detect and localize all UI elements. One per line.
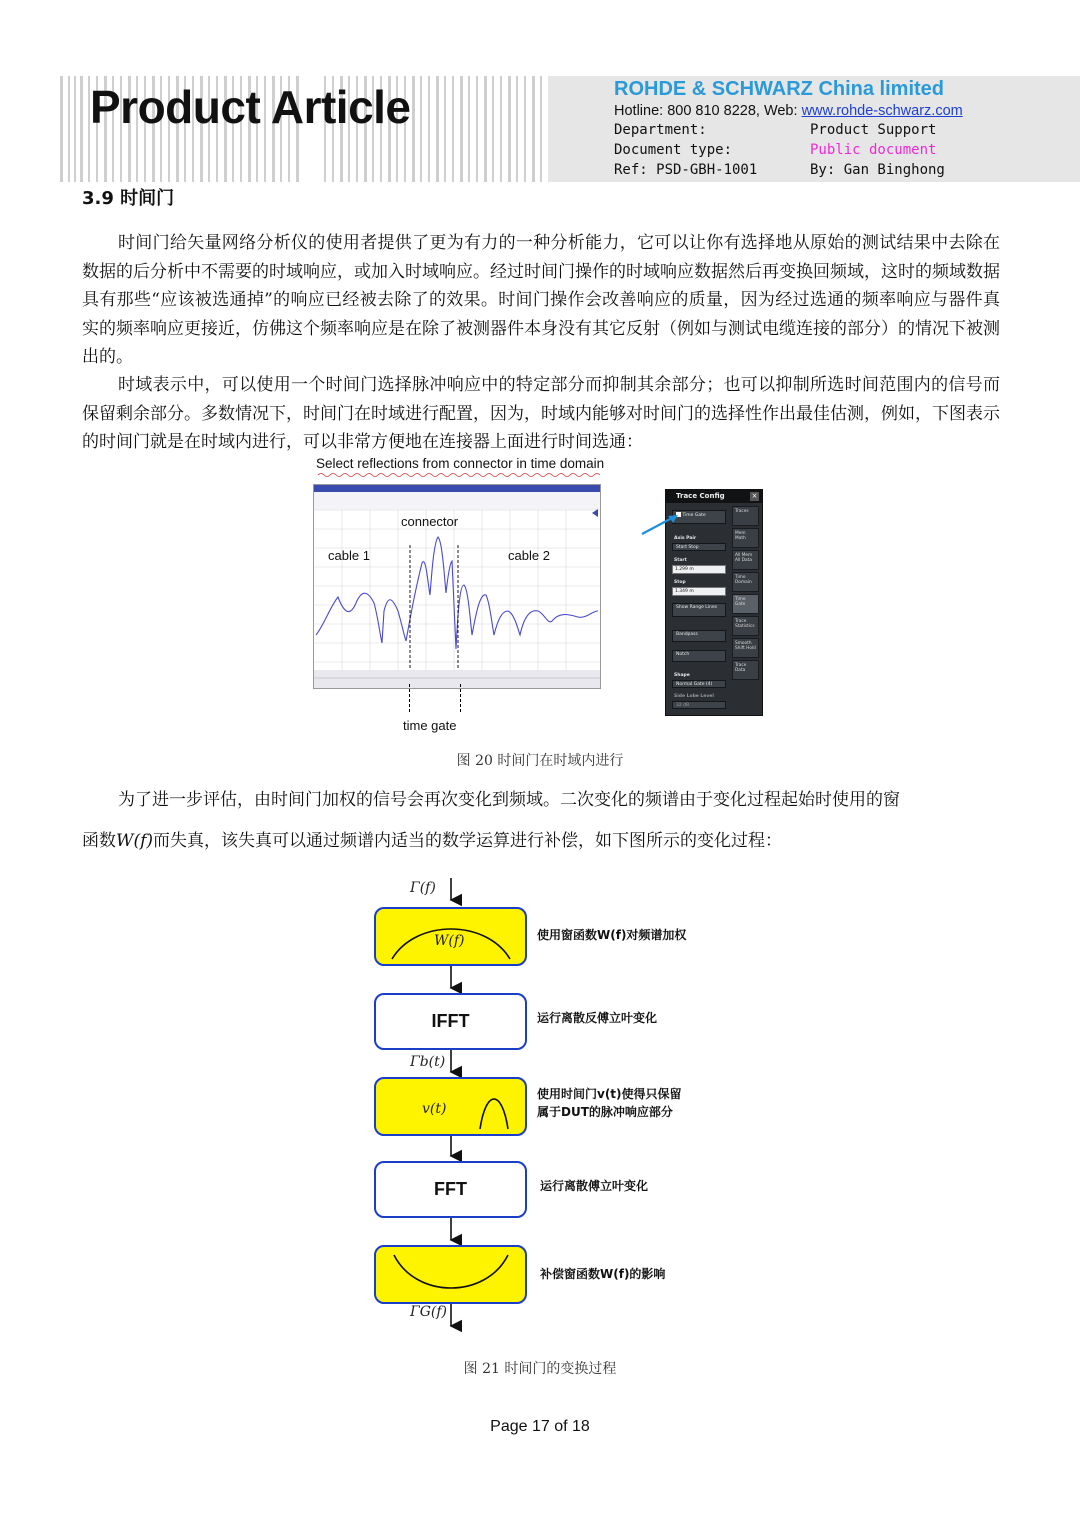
p3-text-a: 函数: [82, 831, 116, 851]
box3-note-line1: 使用时间门v(t)使得只保留: [537, 1087, 682, 1101]
side-tab-trace-statistics[interactable]: Trace Statistics: [732, 616, 759, 636]
side-tab-smooth[interactable]: Smooth Shift Hold: [732, 638, 759, 658]
side-tab-time-domain[interactable]: Time Domain: [732, 572, 759, 592]
box5-note: 补偿窗函数W(f)的影响: [540, 1267, 666, 1281]
side-tab-mem-math[interactable]: Mem Math: [732, 528, 759, 548]
axis-pair-label: Axis Pair: [674, 536, 697, 541]
ref-label: Ref: PSD-GBH-1001: [614, 162, 758, 178]
input-gamma-label: Γ(f): [410, 880, 436, 896]
stop-label: Stop: [674, 580, 686, 585]
website-link[interactable]: www.rohde-schwarz.com: [801, 103, 963, 119]
page-number: Page 17 of 18: [490, 1418, 590, 1435]
p3-text-b: 而失真，该失真可以通过频谱内适当的数学运算进行补偿，如下图所示的变化过程：: [153, 831, 783, 851]
paragraph-3-line-1: 为了进一步评估，由时间门加权的信号会再次变化到频域。二次变化的频谱由于变化过程起始时使用的窗: [118, 790, 900, 810]
notch-radio[interactable]: Notch: [672, 650, 726, 662]
window-function-label: W(f): [434, 933, 465, 949]
box3-note-line2: 属于DUT的脉冲响应部分: [537, 1105, 673, 1119]
side-tab-all-mem[interactable]: All Mem All Data: [732, 550, 759, 570]
window-weighting-box: [374, 907, 527, 966]
axis-pair-select[interactable]: Start Stop: [672, 543, 726, 551]
fft-box: [374, 1161, 527, 1218]
hotline-text: Hotline: 800 810 8228, Web:: [614, 103, 802, 119]
impulse-response-label: Γb(t): [410, 1054, 446, 1070]
company-name: ROHDE & SCHWARZ China limited: [614, 78, 945, 100]
gate-function-label: v(t): [422, 1101, 447, 1117]
start-input[interactable]: 1.299 m: [672, 565, 726, 574]
author-label: By: Gan Binghong: [810, 162, 945, 178]
figure21-caption: 图 21 时间门的变换过程: [463, 1361, 617, 1377]
cable2-label: cable 2: [508, 548, 550, 563]
side-tab-traces[interactable]: Traces: [732, 506, 759, 526]
ifft-box: [374, 993, 527, 1050]
bandpass-radio[interactable]: Bandpass: [672, 630, 726, 642]
shape-label: Shape: [674, 673, 690, 678]
fft-label: FFT: [434, 1179, 467, 1199]
side-lobe-label: Side Lobe Level: [674, 694, 714, 699]
panel-title: Trace Config: [666, 490, 762, 503]
time-gate-box: [374, 1077, 527, 1136]
compensation-box: [374, 1245, 527, 1304]
shape-select[interactable]: Normal Gate (4): [672, 680, 726, 688]
start-label: Start: [674, 558, 687, 563]
department-label: Department:: [614, 122, 707, 138]
side-tab-trace-data[interactable]: Trace Data: [732, 660, 759, 680]
section-heading: 3.9 时间门: [82, 188, 175, 209]
paragraph-2: 时域表示中，可以使用一个时间门选择脉冲响应中的特定部分而抑制其余部分；也可以抑制所选时间范围内的信号而保留剩余部分。多数情况下，时间门在时域进行配置，因为，时域内能够对时间门的选择性作出最佳估测，例如，下图表示的时间门就是在时域内进行，可以非常方便地在连接器上面进行时间选通：: [82, 375, 1000, 452]
figure20-title: Select reflections from connector in time domain: [316, 456, 605, 471]
close-icon[interactable]: ×: [751, 492, 758, 500]
gate-curve-icon: [376, 1079, 525, 1134]
box4-note: 运行离散傅立叶变化: [540, 1179, 649, 1193]
ifft-label: IFFT: [431, 1011, 470, 1031]
stop-input[interactable]: 1.349 m: [672, 587, 726, 596]
connector-label: connector: [401, 514, 459, 529]
figure20-caption: 图 20 时间门在时域内进行: [456, 753, 624, 769]
paragraph-1: 时间门给矢量网络分析仪的使用者提供了更为有力的一种分析能力，它可以让你有选择地从原始的测试结果中去除在数据的后分析中不需要的时域响应，或加入时域响应。经过时间门操作的时域响应数据然后再变换回频域，这时的频域数据具有那些“应该被选通掉”的响应已经被去除了的效果。时间门操作会改善响应的质量，因为经过选通的频率响应与器件真实的频率响应更接近，仿佛这个频率响应是在除了被测器件本身没有其它反射（例如与测试电缆连接的部分）的情况下被测出的。: [82, 233, 1000, 367]
box2-note: 运行离散反傅立叶变化: [537, 1011, 658, 1025]
time-gate-btn-label: Time Gate: [682, 513, 706, 518]
side-tab-time-gate[interactable]: Time Gate: [732, 594, 759, 614]
inverse-window-curve-icon: [376, 1247, 525, 1302]
department-value: Product Support: [810, 122, 937, 138]
cable1-label: cable 1: [328, 548, 370, 563]
doctype-label: Document type:: [614, 142, 733, 158]
box1-note: 使用窗函数W(f)对频谱加权: [537, 928, 687, 942]
show-range-lines-toggle[interactable]: Show Range Lines: [672, 603, 726, 617]
side-lobe-input[interactable]: 32 dB: [672, 701, 726, 709]
output-gamma-label: ΓG(f): [410, 1304, 448, 1320]
doctype-value: Public document: [810, 142, 937, 158]
window-function-math: W(f): [116, 831, 154, 851]
page-title: Product Article: [90, 81, 411, 133]
time-gate-label: time gate: [403, 718, 457, 733]
